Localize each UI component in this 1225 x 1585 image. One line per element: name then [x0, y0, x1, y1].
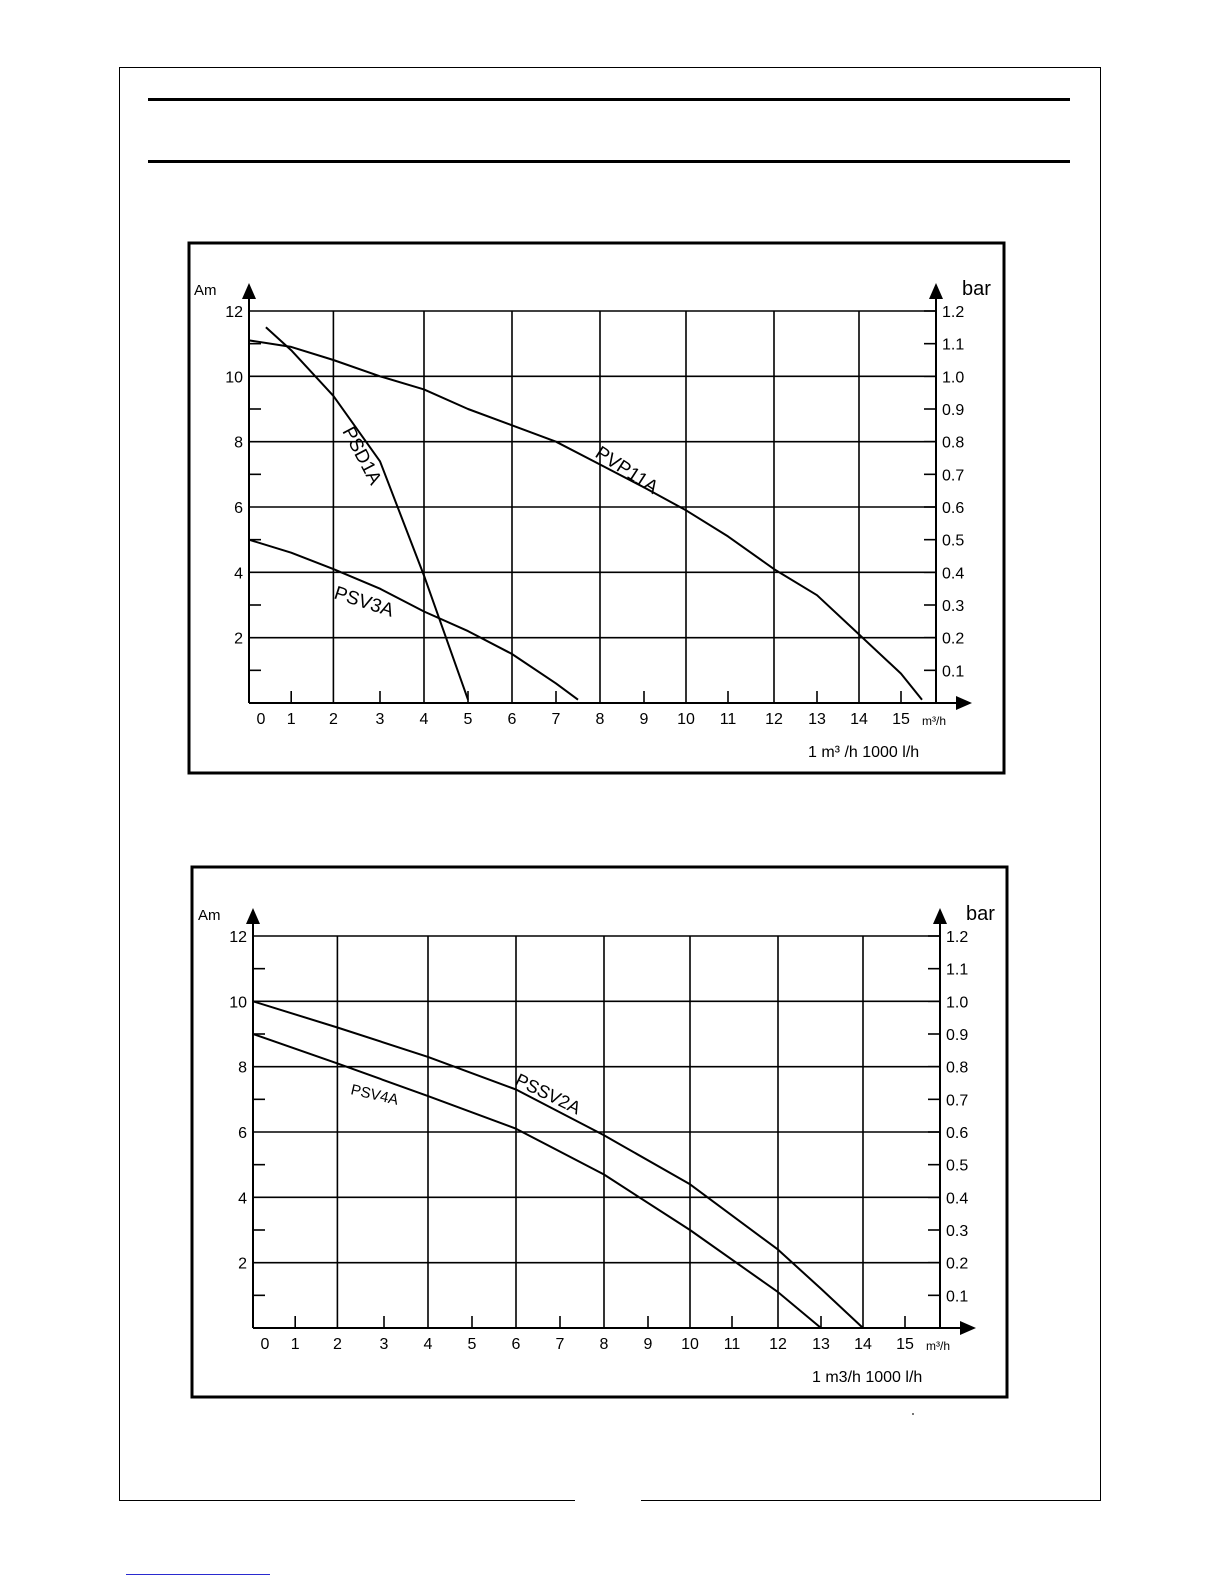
series-line-pvp11a — [249, 340, 922, 699]
x-tick-label: 14 — [850, 711, 868, 728]
y2-tick-label: 0.2 — [942, 630, 965, 648]
x-tick-label: 3 — [375, 711, 385, 728]
x-tick-label: 1 — [286, 711, 296, 728]
y2-tick-label: 0.1 — [942, 663, 965, 681]
chart-panel-1 — [189, 243, 1004, 773]
y-tick-label: 4 — [234, 565, 243, 583]
y2-tick-label: 0.4 — [942, 565, 965, 583]
series-line-psd1a — [266, 327, 468, 699]
x-tick-label: 12 — [765, 711, 783, 728]
x-tick-label: 5 — [467, 1336, 477, 1353]
x-tick-label: 14 — [854, 1336, 872, 1353]
y2-tick-label: 0.2 — [946, 1255, 969, 1273]
x-tick-label: 10 — [681, 1336, 699, 1353]
y2-tick-label: 1.2 — [946, 929, 969, 946]
y-axis-label-right: bar — [966, 903, 995, 925]
y-axis-right-arrow — [933, 908, 947, 924]
y-tick-label: 10 — [225, 369, 243, 387]
x-tick-label: 4 — [419, 711, 429, 728]
series-line-pssv2a — [253, 1001, 863, 1328]
y2-tick-label: 0.8 — [942, 434, 965, 452]
x-tick-label: 12 — [769, 1336, 787, 1353]
y2-tick-label: 1.2 — [942, 304, 965, 321]
x-tick-label: 6 — [511, 1336, 521, 1353]
y2-tick-label: 0.6 — [946, 1125, 969, 1142]
y-tick-label: 12 — [225, 304, 243, 321]
series-label-psv4a: PSV4A — [349, 1081, 401, 1109]
x-tick-label: 11 — [723, 1336, 741, 1353]
y-tick-label: 6 — [234, 500, 243, 517]
x-tick-label: 0 — [260, 1336, 270, 1353]
x-tick-label: 2 — [332, 1336, 342, 1353]
x-tick-label: 1 — [290, 1336, 300, 1353]
y-tick-label: 12 — [229, 929, 247, 946]
x-axis-arrow — [956, 696, 972, 710]
y2-tick-label: 0.7 — [942, 467, 965, 485]
x-tick-label: 15 — [892, 711, 910, 728]
y2-tick-label: 0.5 — [942, 532, 965, 550]
x-tick-label: 0 — [256, 711, 266, 728]
x-tick-label: 9 — [639, 711, 649, 728]
y2-tick-label: 1.1 — [946, 961, 969, 979]
y-tick-label: 4 — [238, 1190, 247, 1208]
y-tick-label: 8 — [234, 434, 243, 452]
y2-tick-label: 1.0 — [946, 994, 969, 1012]
x-tick-label: 7 — [555, 1336, 565, 1353]
chart-panel-2 — [192, 867, 1007, 1397]
y-axis-right-arrow — [929, 283, 943, 299]
y-axis-label-left: Am — [198, 907, 221, 924]
x-tick-label: 4 — [423, 1336, 433, 1353]
y2-tick-label: 0.9 — [946, 1027, 969, 1044]
x-axis-unit-label: m³/h — [926, 1339, 950, 1353]
y-tick-label: 10 — [229, 994, 247, 1012]
x-tick-label: 3 — [379, 1336, 389, 1353]
x-tick-label: 8 — [595, 711, 605, 728]
x-tick-label: 10 — [677, 711, 695, 728]
y2-tick-label: 1.0 — [942, 369, 965, 387]
y-tick-label: 8 — [238, 1059, 247, 1077]
x-tick-label: 8 — [599, 1336, 609, 1353]
series-label-psv3a: PSV3A — [331, 582, 397, 622]
x-axis-arrow — [960, 1321, 976, 1335]
x-tick-label: 2 — [328, 711, 338, 728]
y2-tick-label: 0.4 — [946, 1190, 969, 1208]
y-axis-left-arrow — [242, 283, 256, 299]
x-tick-label: 15 — [896, 1336, 914, 1353]
series-line-psv3a — [249, 540, 578, 700]
y2-tick-label: 0.3 — [946, 1223, 969, 1240]
unit-conversion-note: 1 m3/h 1000 l/h — [812, 1369, 923, 1386]
chart-frame — [189, 243, 1004, 773]
y2-tick-label: 0.3 — [942, 598, 965, 615]
x-tick-label: 7 — [551, 711, 561, 728]
series-label-pssv2a: PSSV2A — [512, 1069, 584, 1119]
y2-tick-label: 1.1 — [942, 336, 965, 354]
y-tick-label: 2 — [238, 1255, 247, 1273]
y-tick-label: 2 — [234, 630, 243, 648]
y-tick-label: 6 — [238, 1125, 247, 1142]
x-tick-label: 9 — [643, 1336, 653, 1353]
y2-tick-label: 0.6 — [942, 500, 965, 517]
unit-conversion-note: 1 m³ /h 1000 l/h — [808, 744, 920, 761]
y2-tick-label: 0.1 — [946, 1288, 969, 1306]
series-label-psd1a: PSD1A — [337, 423, 386, 489]
y-axis-label-right: bar — [962, 278, 991, 300]
x-tick-label: 5 — [463, 711, 473, 728]
y2-tick-label: 0.5 — [946, 1157, 969, 1175]
series-label-pvp11a: PVP11A — [591, 442, 662, 499]
y-axis-left-arrow — [246, 908, 260, 924]
x-tick-label: 13 — [812, 1336, 830, 1353]
x-axis-unit-label: m³/h — [922, 714, 946, 728]
y-axis-label-left: Am — [194, 282, 217, 299]
x-tick-label: 6 — [507, 711, 517, 728]
x-tick-label: 13 — [808, 711, 826, 728]
y2-tick-label: 0.7 — [946, 1092, 969, 1110]
x-tick-label: 11 — [719, 711, 737, 728]
y2-tick-label: 0.9 — [942, 402, 965, 419]
y2-tick-label: 0.8 — [946, 1059, 969, 1077]
